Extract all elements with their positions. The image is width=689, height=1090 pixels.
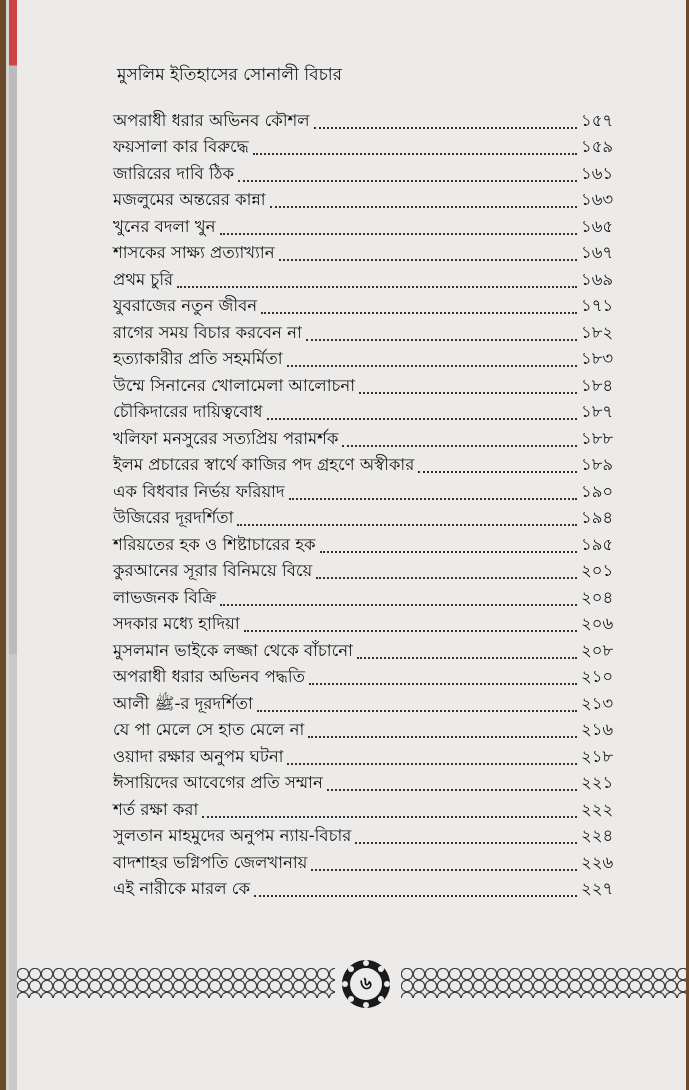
dot-leader (316, 577, 577, 579)
toc-entry-title: উজিরের দূরদর্শিতা (113, 508, 234, 527)
dot-leader (237, 524, 577, 526)
toc-entry (113, 665, 623, 692)
dot-leader (177, 286, 577, 288)
toc-entry-title: হত্যাকারীর প্রতি সহমর্মিতা (113, 349, 283, 368)
toc-entry (113, 718, 623, 745)
toc-entry-page: ২২১ (581, 773, 614, 792)
dot-leader (306, 339, 577, 341)
toc-entry (113, 453, 623, 480)
toc-entry (113, 320, 623, 347)
toc-entry (113, 161, 623, 188)
toc-entry (113, 400, 623, 427)
toc-entry-title: ইলম প্রচারের স্বার্থে কাজির পদ গ্রহণে অস্বীকার (113, 455, 415, 474)
toc-entry (113, 294, 623, 321)
toc-entry-page: ২২৬ (581, 852, 614, 872)
toc-entry-title: শরিয়তের হক ও শিষ্টাচারের হক (113, 534, 316, 554)
toc-entry-page: ১৬১ (581, 163, 614, 183)
dot-leader (253, 153, 577, 155)
toc-entry-title: বাদশাহর ভগ্নিপতি জেলখানায় (113, 852, 308, 872)
toc-entry-page: ১৮২ (581, 322, 614, 342)
toc-entry-title: খলিফা মনসুরের সত্যপ্রিয় পরামর্শক (113, 428, 339, 448)
toc-entry-page: ২০৪ (581, 587, 614, 607)
dot-leader (355, 842, 577, 844)
toc-entry (113, 559, 623, 586)
toc-entry-title: মুসলমান ভাইকে লজ্জা থেকে বাঁচানো (113, 640, 353, 660)
toc-entry (113, 532, 623, 559)
toc-entry-page: ১৮৪ (581, 375, 614, 395)
dot-leader (320, 551, 577, 553)
toc-entry-page: ২০১ (581, 561, 614, 580)
toc-entry-title: এই নারীকে মারল কে (113, 879, 251, 898)
toc-entry (113, 347, 623, 374)
toc-entry-page: ১৮৮ (581, 428, 614, 448)
toc-entry-title: চৌকিদারের দায়িত্ববোধ (113, 402, 263, 421)
dot-leader (267, 418, 577, 420)
toc-entry-page: ২২৭ (581, 879, 614, 898)
toc-entry (113, 585, 623, 612)
dot-leader (261, 312, 577, 314)
toc-entry-title: জারিরের দাবি ঠিক (113, 163, 235, 183)
dot-leader (342, 445, 577, 447)
toc-entry-title: সদকার মধ্যে হাদিয়া (113, 614, 240, 633)
toc-entry-page: ১৮৭ (581, 402, 614, 421)
toc-entry-title: লাভজনক বিক্রি (113, 587, 217, 607)
toc-entry (113, 373, 623, 400)
toc-entry-page: ২২২ (581, 799, 614, 819)
toc-entry-page: ১৯০ (581, 481, 614, 501)
dot-leader (359, 392, 577, 394)
dot-leader (308, 736, 577, 738)
toc-entry (113, 691, 623, 718)
page-edge (9, 0, 17, 1090)
dot-leader (311, 869, 577, 871)
toc-entry-page: ১৮৩ (581, 349, 614, 368)
dot-leader (327, 789, 577, 791)
dot-leader (287, 763, 577, 765)
toc-entry (113, 506, 623, 533)
toc-entry-page: ১৬৫ (581, 216, 614, 236)
toc-entry-page: ২১৬ (581, 720, 614, 739)
dot-leader (314, 127, 577, 129)
toc-entry (113, 135, 623, 162)
toc-entry (113, 188, 623, 215)
toc-entry (113, 612, 623, 639)
toc-entry-page: ২০৮ (581, 640, 614, 660)
dot-leader (270, 206, 577, 208)
ornament-border-left (17, 968, 335, 998)
toc-entry-title: খুনের বদলা খুন (113, 216, 216, 236)
dot-leader (238, 180, 577, 182)
dot-leader (287, 365, 577, 367)
dot-leader (220, 233, 578, 235)
dot-leader (289, 498, 577, 500)
toc-entry (113, 877, 623, 904)
toc-entry (113, 214, 623, 241)
toc-entry-page: ১৬৩ (581, 190, 614, 209)
toc-entry-title: কুরআনের সূরার বিনিময়ে বিয়ে (113, 561, 313, 580)
running-header: মুসলিম ইতিহাসের সোনালী বিচার (117, 65, 343, 85)
toc-entry-page: ১৫৭ (581, 110, 614, 130)
toc-entry-title: ফয়সালা কার বিরুদ্ধে (113, 137, 249, 156)
toc-entry (113, 108, 623, 135)
toc-entry-title: ঈসায়িদের আবেগের প্রতি সম্মান (113, 773, 323, 792)
toc-entry-page: ২২৪ (581, 826, 614, 845)
ornament-border-right (401, 968, 686, 998)
toc-entry-title: উম্মে সিনানের খোলামেলা আলোচনা (113, 375, 356, 395)
dot-leader (357, 657, 577, 659)
table-of-contents (113, 108, 623, 903)
toc-entry-title: প্রথম চুরি (113, 269, 174, 289)
dot-leader (279, 259, 577, 261)
toc-entry-page: ১৭১ (581, 296, 614, 315)
toc-entry-page: ১৯৫ (581, 534, 614, 554)
dot-leader (254, 895, 577, 897)
dot-leader (257, 710, 577, 712)
page-footer (9, 958, 689, 1008)
toc-entry-page: ২০৬ (581, 614, 614, 633)
toc-entry-page: ১৬৭ (581, 243, 614, 262)
toc-entry-title: শাসকের সাক্ষ্য প্রত্যাখ্যান (113, 243, 275, 262)
toc-entry (113, 850, 623, 877)
book-page (6, 0, 686, 1090)
toc-entry-page: ১৮৯ (581, 455, 614, 474)
toc-entry (113, 479, 623, 506)
dot-leader (220, 604, 577, 606)
toc-entry-title: যে পা মেলে সে হাত মেলে না (113, 720, 305, 739)
toc-entry-page: ১৫৯ (581, 137, 614, 156)
page-number-badge (336, 958, 396, 1010)
toc-entry-title: রাগের সময় বিচার করবেন না (113, 322, 302, 342)
toc-entry (113, 797, 623, 824)
toc-entry-page: ১৬৯ (581, 269, 614, 289)
page-number: ৬ (360, 972, 372, 994)
toc-entry-page: ২১৩ (581, 693, 614, 713)
toc-entry (113, 824, 623, 851)
toc-entry-title: অপরাধী ধরার অভিনব কৌশল (113, 110, 310, 130)
toc-entry-title: শর্ত রক্ষা করা (113, 799, 199, 819)
toc-entry-title: যুবরাজের নতুন জীবন (113, 296, 258, 315)
toc-entry (113, 241, 623, 268)
toc-entry-title: মজলুমের অন্তরের কান্না (113, 190, 266, 209)
toc-entry-title: অপরাধী ধরার অভিনব পদ্ধতি (113, 667, 305, 686)
toc-entry-title: আলী ﷺ-র দূরদর্শিতা (113, 693, 253, 713)
toc-entry-page: ১৯৪ (581, 508, 614, 527)
dot-leader (244, 630, 577, 632)
toc-entry (113, 771, 623, 798)
toc-entry-page: ২১৮ (581, 746, 614, 766)
toc-entry (113, 744, 623, 771)
toc-entry-page: ২১০ (581, 667, 614, 686)
dot-leader (202, 816, 577, 818)
toc-entry (113, 426, 623, 453)
toc-entry-title: এক বিধবার নির্ভয় ফরিয়াদ (113, 481, 285, 501)
toc-entry (113, 638, 623, 665)
toc-entry-title: ওয়াদা রক্ষার অনুপম ঘটনা (113, 746, 284, 766)
toc-entry-title: সুলতান মাহমুদের অনুপম ন্যায়-বিচার (113, 826, 352, 845)
dot-leader (309, 683, 577, 685)
dot-leader (418, 471, 577, 473)
toc-entry (113, 267, 623, 294)
